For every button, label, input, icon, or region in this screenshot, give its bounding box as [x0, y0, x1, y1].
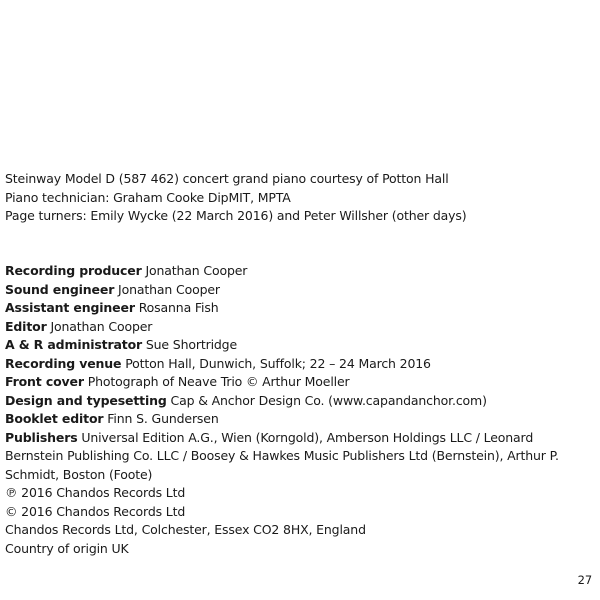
credit-label: Recording venue	[5, 355, 122, 371]
phonographic-copyright: ℗ 2016 Chandos Records Ltd	[5, 485, 186, 500]
copyright: © 2016 Chandos Records Ltd	[5, 503, 186, 519]
credit-value: Universal Edition A.G., Wien (Korngold), Amberson Holdings LLC / Leonard Bernstein Publishing Co. LLC / Boosey & Hawkes Music Publishers Ltd (Bernstein), Arthur P. Schmidt, Boston (Foote)	[5, 429, 559, 482]
credit-value: Jonathan Cooper	[118, 281, 220, 297]
page-turners-note: Page turners: Emily Wycke (22 March 2016) and Peter Willsher (other days)	[5, 208, 467, 223]
credit-value: Sue Shortridge	[145, 337, 237, 352]
credit-front-cover	[5, 373, 593, 392]
credit-label: Recording producer	[5, 263, 142, 278]
credit-sound-engineer	[5, 281, 593, 300]
credit-editor	[5, 318, 593, 337]
credit-design-typesetting	[5, 392, 593, 411]
credit-value: Jonathan Cooper	[50, 318, 153, 334]
credit-booklet-editor	[5, 410, 593, 429]
credit-recording-venue	[5, 355, 593, 374]
credit-publishers	[5, 429, 593, 485]
production-credits	[5, 262, 593, 558]
credit-label: A & R administrator	[5, 337, 143, 352]
credit-value: Finn S. Gundersen	[107, 411, 219, 426]
credit-label: Assistant engineer	[5, 300, 135, 315]
credit-recording-producer	[5, 262, 593, 281]
credit-value: Photograph of Neave Trio © Arthur Moeller	[87, 374, 350, 389]
credit-value: Rosanna Fish	[138, 300, 219, 315]
credit-value: Jonathan Cooper	[145, 263, 248, 278]
page-number: 27	[577, 573, 592, 587]
credit-label: Front cover	[5, 374, 84, 389]
credit-ar-administrator	[5, 336, 593, 355]
piano-note: Steinway Model D (587 462) concert grand piano courtesy of Potton Hall	[5, 171, 449, 186]
credit-label: Publishers	[5, 429, 78, 445]
piano-technician-note: Piano technician: Graham Cooke DipMIT, MPTA	[5, 189, 291, 205]
credit-label: Booklet editor	[5, 411, 104, 426]
credit-label: Editor	[5, 318, 47, 334]
country-of-origin: Country of origin UK	[5, 540, 129, 556]
credit-assistant-engineer	[5, 299, 593, 318]
instrument-notes	[5, 170, 593, 226]
credit-label: Design and typesetting	[5, 392, 167, 408]
credit-value: Potton Hall, Dunwich, Suffolk; 22 – 24 March 2016	[125, 355, 431, 371]
credit-label: Sound engineer	[5, 281, 115, 297]
credit-value: Cap & Anchor Design Co. (www.capandanchor.com)	[170, 392, 487, 408]
label-address: Chandos Records Ltd, Colchester, Essex CO2 8HX, England	[5, 522, 366, 537]
